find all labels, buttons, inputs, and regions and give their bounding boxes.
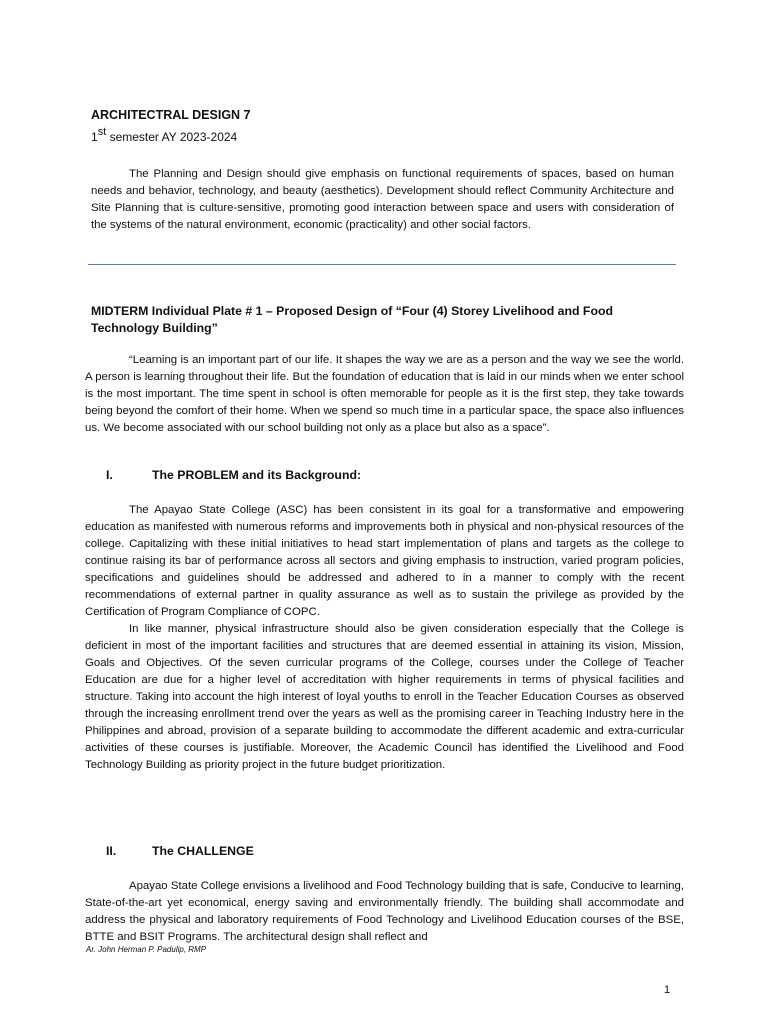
quote-block	[85, 352, 684, 437]
paragraph: The Apayao State College (ASC) has been consistent in its goal for a transformative and empowering education as manifested with numerous reforms and improvements both in physical and non-physical resources of the college. Capitalizing with these initial initiatives to head start implementation of plans and targets as the college to continue raising its bar of performance across all sectors and giving emphasis to instruction, varied program policies, specifications and guidelines should be addressed and adhered to in a manner to comply with the recent recommendations of external partner in quality assurance as well as to sustain the privilege as provided by the Certification of Program Compliance of COPC.	[85, 504, 684, 618]
plate-title: MIDTERM Individual Plate # 1 – Proposed Design of “Four (4) Storey Livelihood and Food Technology Building”	[91, 304, 613, 335]
quote-paragraph: “Learning is an important part of our life. It shapes the way we are as a person and the way we see the world. A person is learning throughout their life. But the foundation of education that is laid in our minds when we enter school is the most important. The time spent in school is often memorable for people as it is the first step, they take towards being beyond the comfort of their home. When we spend so much time in a particular space, the space also influences us. We become associated with our school building not only as a place but also as a space”.	[85, 354, 684, 434]
paragraph: Apayao State College envisions a livelihood and Food Technology building that is safe, Conducive to learning, State-of-the-art yet economical, energy saving and environmentally friendly. The building shall accommodate and address the physical and laboratory requirements of Food Technology and Livelihood Education courses of the BSE, BTTE and BSIT Programs. The architectural design shall reflect and	[85, 880, 684, 943]
footer-author: Ar. John Herman P. Padulip, RMP	[86, 945, 207, 954]
paragraph: In like manner, physical infrastructure should also be given consideration especially that the College is deficient in most of the important facilities and structures that are deemed essential in attaining its vision, Mission, Goals and Objectives. Of the seven curricular programs of the College, courses under the College of Teacher Education are due for a higher level of accreditation with higher requirements in terms of physical facilities and structure. Taking into account the high interest of loyal youths to enroll in the Teacher Education Courses as observed through the increasing enrollment trend over the years as well as the promising career in Teaching Industry here in the Philippines and abroad, provision of a separate building to accommodate the different academic and extra-curricular activities of these courses is justifiable. Moreover, the Academic Council has identified the Livelihood and Food Technology Building as priority project in the future budget prioritization.	[85, 623, 684, 771]
semester-ordinal-suffix: st	[97, 126, 107, 138]
page-number: 1	[664, 984, 671, 996]
section-heading-challenge	[106, 844, 254, 858]
problem-section-body	[85, 502, 684, 774]
horizontal-divider	[88, 264, 676, 265]
section-number: II.	[106, 844, 117, 858]
section-heading-problem	[106, 468, 361, 482]
section-title: The CHALLENGE	[152, 844, 254, 858]
course-title: ARCHITECTRAL DESIGN 7	[91, 108, 251, 122]
section-title: The PROBLEM and its Background:	[152, 468, 362, 482]
semester-ordinal-number: 1	[91, 130, 98, 144]
semester-line	[91, 126, 238, 144]
challenge-section-body	[85, 878, 684, 946]
semester-text: semester AY 2023-2024	[106, 130, 238, 144]
intro-paragraph: The Planning and Design should give emphasis on functional requirements of spaces, based on human needs and behavior, technology, and beauty (aesthetics). Development should reflect Community Architecture and Site Planning that is culture-sensitive, promoting good interaction between space and users with consideration of the systems of the natural environment, economic (practicality) and other social factors.	[91, 168, 674, 231]
section-number: I.	[106, 468, 113, 482]
